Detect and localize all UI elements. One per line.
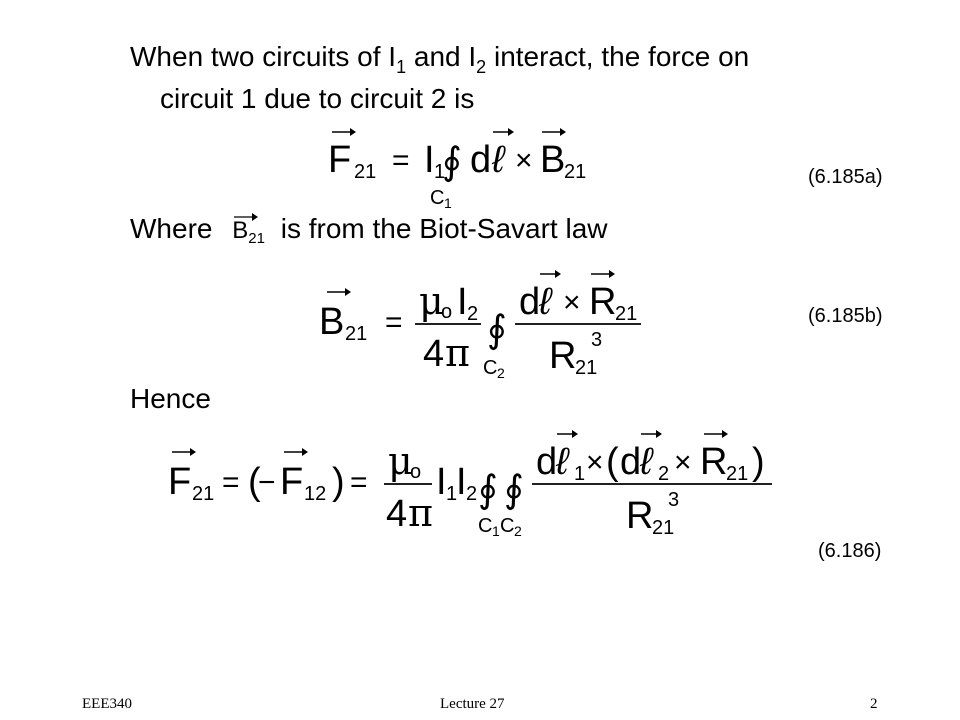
eq-contour-label: C bbox=[478, 515, 493, 537]
intro-text: When two circuits of I bbox=[130, 41, 397, 72]
eq-subscript: o bbox=[410, 461, 422, 483]
eq-operator: × bbox=[563, 286, 581, 319]
eq-paren: ) bbox=[332, 461, 345, 503]
eq-contour-label: C bbox=[483, 357, 498, 379]
eq-subscript: 2 bbox=[658, 463, 670, 485]
eq-symbol: μ bbox=[419, 279, 444, 323]
eq-subscript: 1 bbox=[446, 483, 458, 505]
equation-6-186 bbox=[160, 430, 800, 540]
eq-superscript: 3 bbox=[668, 489, 680, 511]
intro-line-1 bbox=[130, 40, 750, 77]
eq-subscript: 1 bbox=[574, 463, 586, 485]
equation-number: (6.186) bbox=[818, 540, 882, 562]
eq-symbol: d bbox=[470, 139, 492, 181]
eq-subscript: 21 bbox=[345, 323, 368, 345]
eq-symbol: R bbox=[700, 441, 728, 483]
contour-integral-icon: ∮ bbox=[478, 469, 498, 511]
eq-symbol: ℓ bbox=[556, 441, 569, 483]
eq-subscript: 1 bbox=[444, 195, 452, 211]
eq-contour-label: C bbox=[500, 515, 515, 537]
equation-number: (6.185a) bbox=[808, 166, 883, 188]
eq-subscript: 12 bbox=[304, 483, 327, 505]
eq-symbol: d bbox=[620, 441, 642, 483]
eq-symbol: π bbox=[445, 331, 470, 375]
equation-6-185b bbox=[315, 270, 655, 380]
intro-text: circuit 1 due to circuit 2 is bbox=[160, 83, 475, 114]
eq-symbol: ℓ bbox=[492, 139, 505, 181]
eq-symbol: B bbox=[540, 139, 566, 181]
eq-symbol: I bbox=[456, 461, 467, 503]
eq-symbol: I bbox=[457, 281, 468, 323]
eq-subscript: 1 bbox=[434, 161, 446, 183]
eq-operator: × bbox=[674, 446, 692, 479]
eq-symbol: ℓ bbox=[640, 441, 653, 483]
eq-subscript: 2 bbox=[514, 523, 522, 539]
eq-subscript: 1 bbox=[492, 523, 500, 539]
eq-symbol: 4 bbox=[386, 493, 408, 535]
equation-number: (6.185b) bbox=[808, 305, 883, 327]
where-prefix: Where bbox=[130, 213, 213, 244]
eq-subscript: 2 bbox=[467, 303, 479, 325]
eq-subscript: o bbox=[441, 301, 453, 323]
footer-course: EEE340 bbox=[82, 696, 132, 712]
eq-subscript: 21 bbox=[652, 517, 675, 539]
eq-symbol: B bbox=[232, 217, 249, 244]
intro-sub: 2 bbox=[476, 57, 487, 77]
footer-page-number: 2 bbox=[870, 696, 878, 712]
eq-operator: = bbox=[392, 144, 410, 177]
eq-operator: − bbox=[258, 466, 276, 499]
eq-superscript: 3 bbox=[591, 329, 603, 351]
footer-lecture: Lecture 27 bbox=[440, 696, 505, 712]
eq-symbol: I bbox=[424, 139, 435, 181]
eq-operator: = bbox=[222, 466, 240, 499]
eq-symbol: F bbox=[168, 461, 192, 503]
contour-integral-icon: ∮ bbox=[442, 141, 462, 183]
eq-operator: = bbox=[385, 306, 403, 339]
eq-subscript: 21 bbox=[354, 161, 377, 183]
eq-symbol: I bbox=[436, 461, 447, 503]
hence-label: Hence bbox=[130, 383, 211, 414]
inline-b21-symbol bbox=[232, 214, 265, 248]
eq-operator: = bbox=[350, 466, 368, 499]
eq-symbol: F bbox=[328, 139, 352, 181]
eq-symbol: R bbox=[549, 335, 577, 377]
eq-subscript: 21 bbox=[726, 463, 749, 485]
eq-symbol: F bbox=[280, 461, 304, 503]
eq-subscript: 21 bbox=[192, 483, 215, 505]
eq-paren: ( bbox=[248, 461, 261, 503]
eq-symbol: d bbox=[536, 441, 558, 483]
eq-symbol: 4 bbox=[423, 333, 445, 375]
intro-text: and I bbox=[406, 41, 477, 72]
eq-symbol: R bbox=[626, 495, 654, 537]
eq-subscript: 21 bbox=[575, 357, 598, 379]
eq-contour-label: C bbox=[430, 187, 445, 209]
eq-subscript: 2 bbox=[466, 483, 478, 505]
contour-integral-icon: ∮ bbox=[487, 309, 507, 351]
eq-symbol: π bbox=[408, 491, 433, 535]
where-suffix: is from the Biot-Savart law bbox=[280, 213, 608, 244]
eq-paren: ( bbox=[606, 441, 619, 483]
eq-symbol: R bbox=[589, 281, 617, 323]
eq-subscript: 21 bbox=[564, 161, 587, 183]
equation-6-185a bbox=[320, 120, 590, 210]
eq-subscript: 2 bbox=[497, 365, 505, 381]
contour-integral-icon: ∮ bbox=[504, 469, 524, 511]
eq-symbol: d bbox=[519, 281, 541, 323]
intro-line-2 bbox=[160, 82, 474, 116]
eq-paren: ) bbox=[752, 441, 765, 483]
where-line bbox=[130, 212, 608, 248]
eq-subscript: 21 bbox=[248, 230, 265, 247]
eq-operator: × bbox=[515, 144, 533, 177]
eq-symbol: μ bbox=[388, 439, 413, 483]
intro-sub: 1 bbox=[396, 57, 407, 77]
intro-text: interact, the force on bbox=[486, 41, 750, 72]
eq-subscript: 21 bbox=[615, 303, 638, 325]
eq-symbol: ℓ bbox=[539, 281, 552, 323]
eq-symbol: B bbox=[319, 301, 345, 343]
eq-operator: × bbox=[586, 446, 604, 479]
